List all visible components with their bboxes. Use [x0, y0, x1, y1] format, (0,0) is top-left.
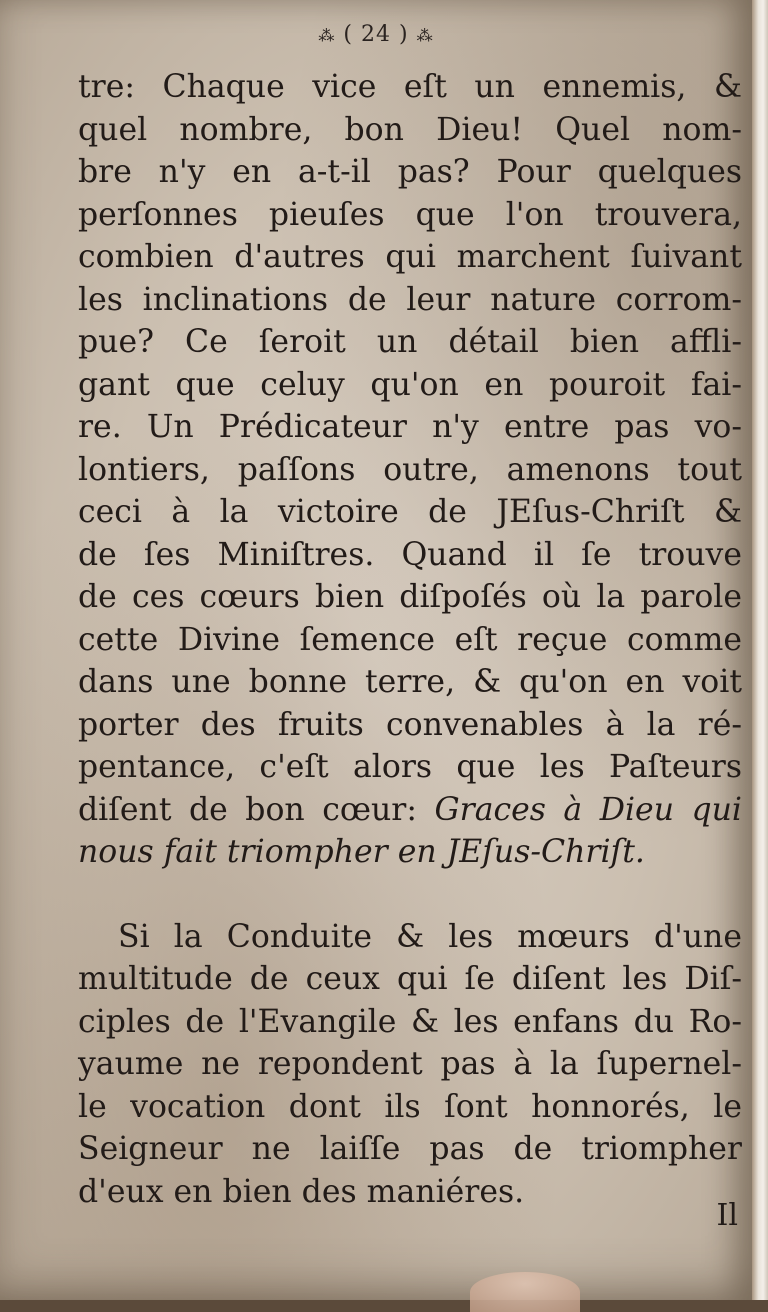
- text-line: ciples de l'Evangile & les enfans du Ro-: [78, 1003, 742, 1040]
- text-line: tre: Chaque vice eſt un ennemis, &: [78, 69, 742, 105]
- text-segment-plain: diſent de bon cœur:: [78, 791, 417, 828]
- text-line: multitude de ceux qui ſe diſent les Diſ-: [78, 961, 742, 997]
- text-line: de ſes Miniſtres. Quand il ſe trouve: [78, 536, 742, 573]
- text-line: yaume ne repondent pas à la ſupernel-: [78, 1046, 742, 1082]
- left-ornament: ⁂: [318, 26, 336, 45]
- text-line: de ces cœurs bien diſpoſés où la parole: [78, 579, 742, 615]
- text-line: Si la Conduite & les mœurs d'une: [118, 918, 742, 955]
- text-line: pue? Ce ſeroit un détail bien affli-: [78, 324, 742, 360]
- text-line-mixed: [78, 789, 742, 832]
- text-line: quel nombre, bon Dieu! Quel nom-: [78, 111, 742, 148]
- text-line: d'eux en bien des maniéres.: [78, 1173, 525, 1210]
- text-line: bre n'y en a-t-il pas? Pour quelques: [78, 154, 742, 190]
- text-line: combien d'autres qui marchent ſuivant: [78, 239, 742, 275]
- text-line: ceci à la victoire de JEſus-Chriſt &: [78, 494, 742, 530]
- page-edge: [752, 0, 768, 1300]
- page-body: [78, 66, 742, 1213]
- text-line: cette Divine ſemence eſt reçue comme: [78, 621, 742, 658]
- text-line-italic: nous fait triompher en JEſus-Chriſt.: [78, 834, 645, 870]
- text-line: re. Un Prédicateur n'y entre pas vo-: [78, 409, 742, 445]
- text-segment-italic: Graces à Dieu qui: [434, 791, 743, 828]
- catchword: Il: [716, 1198, 738, 1233]
- text-line: porter des fruits convenables à la ré-: [78, 706, 742, 743]
- text-line: les inclinations de leur nature corrom-: [78, 281, 742, 318]
- page-number: ( 24 ): [343, 22, 409, 47]
- text-line: lontiers, paſſons outre, amenons tout: [78, 451, 742, 488]
- text-line: Seigneur ne laiſſe pas de triompher: [78, 1131, 742, 1167]
- text-line: pentance, c'eſt alors que les Paſteurs: [78, 749, 742, 785]
- paragraph-gap: [78, 874, 742, 916]
- thumb-edge: [470, 1272, 580, 1312]
- right-ornament: ⁂: [416, 26, 434, 45]
- text-line: perſonnes pieuſes que l'on trouvera,: [78, 196, 742, 233]
- text-line: le vocation dont ils ſont honnorés, le: [78, 1088, 742, 1125]
- page-header: [0, 22, 752, 47]
- text-line: dans une bonne terre, & qu'on en voit: [78, 664, 742, 700]
- text-line: gant que celuy qu'on en pouroit fai-: [78, 366, 742, 403]
